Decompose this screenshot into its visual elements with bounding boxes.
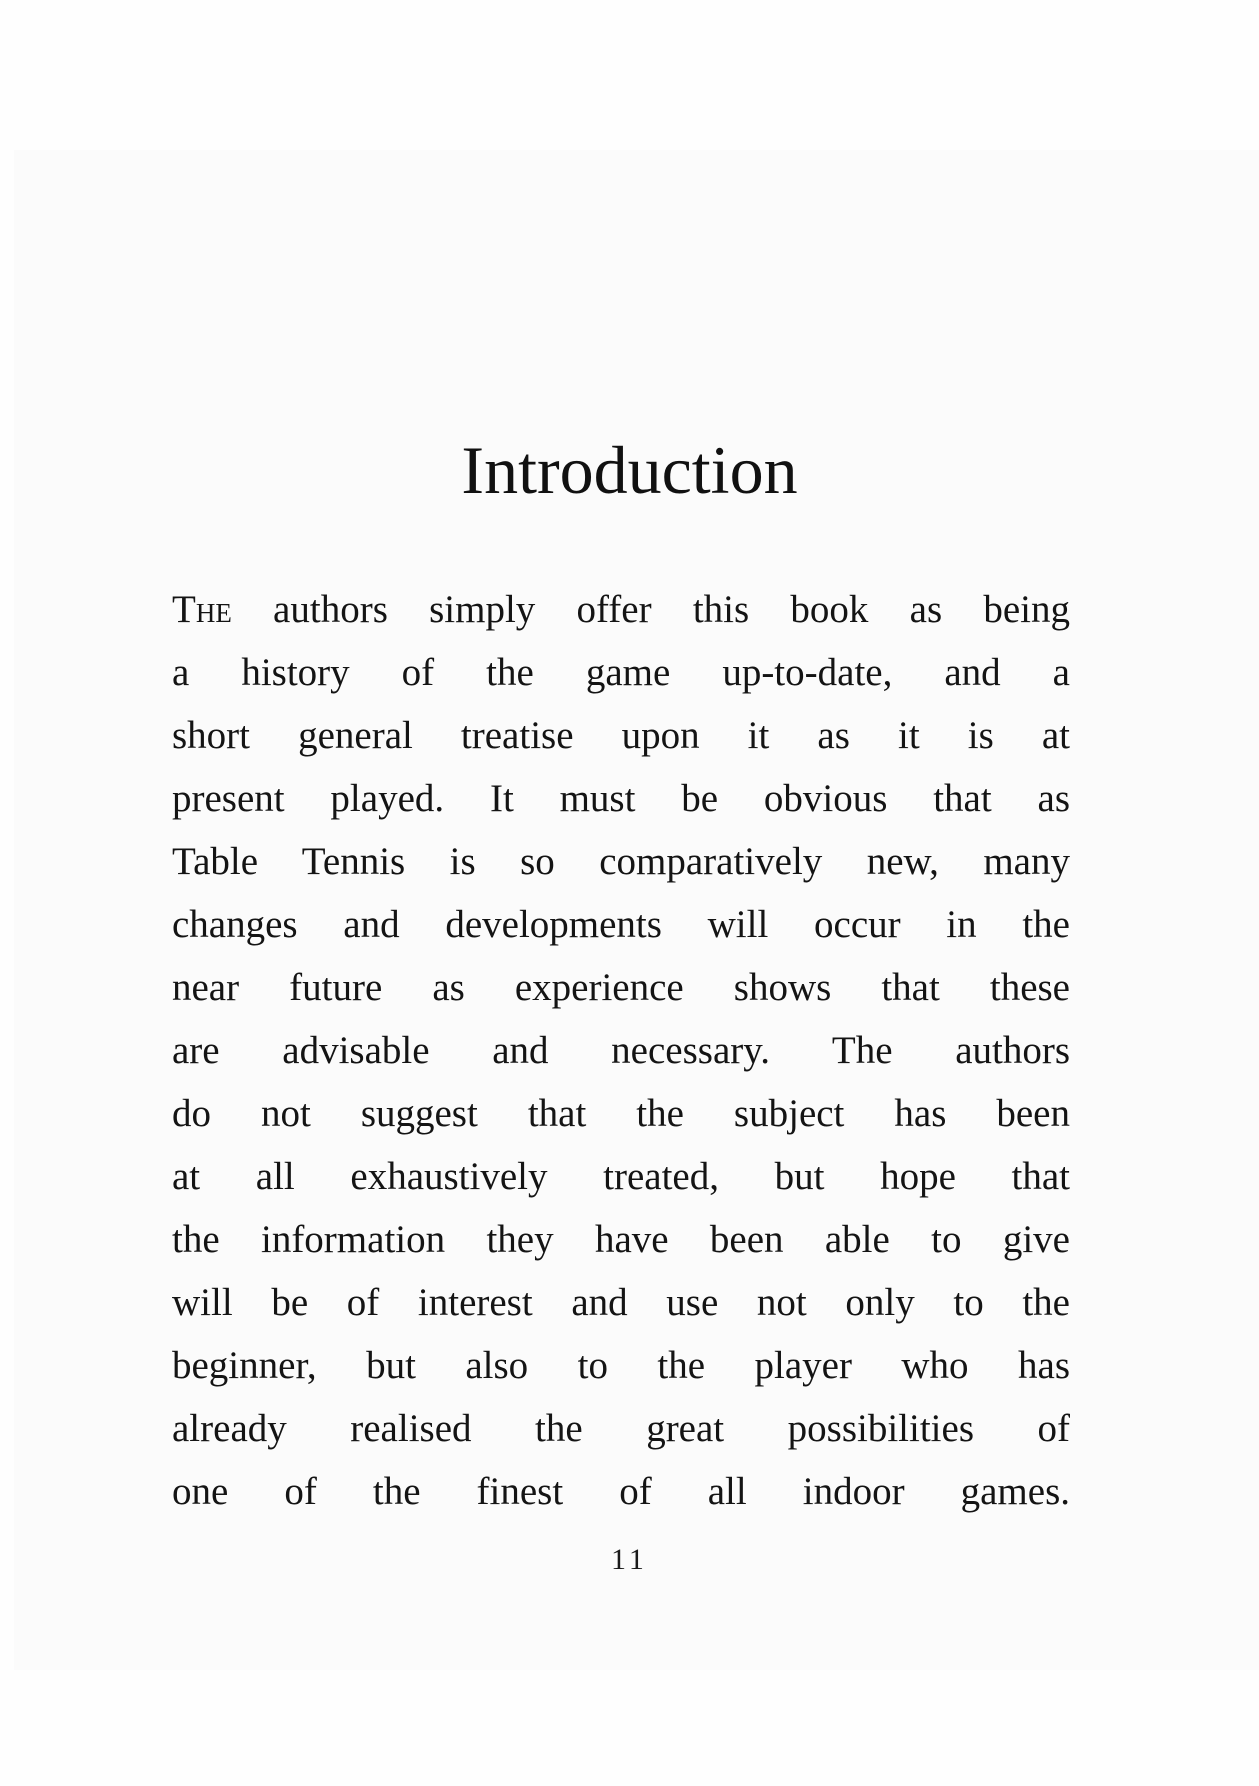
text-line-5: Table Tennis is so comparatively new, many <box>172 840 1070 883</box>
text-line-8: are advisable and necessary. The authors <box>172 1029 1070 1072</box>
text-line-4: present played. It must be obvious that as <box>172 777 1070 820</box>
first-word: The <box>172 588 232 631</box>
text-line-1 <box>172 578 1070 641</box>
text-line-14: already realised the great possibilities of <box>172 1407 1070 1450</box>
text-line-11: the information they have been able to give <box>172 1218 1070 1261</box>
page-number: 11 <box>611 1543 648 1576</box>
text-line-13: beginner, but also to the player who has <box>172 1344 1070 1387</box>
chapter-heading: Introduction <box>461 432 798 508</box>
text-line-7: near future as experience shows that these <box>172 966 1070 1009</box>
text-line-10: at all exhaustively treated, but hope that <box>172 1155 1070 1198</box>
text-line-1-rest: authors simply offer this book as being <box>231 588 1070 631</box>
introduction-paragraph <box>172 578 1070 1523</box>
text-line-2: a history of the game up-to-date, and a <box>172 651 1070 694</box>
text-line-15: one of the finest of all indoor games. <box>172 1470 1070 1513</box>
text-line-9: do not suggest that the subject has been <box>172 1092 1070 1135</box>
text-line-12: will be of interest and use not only to the <box>172 1281 1070 1324</box>
text-line-6: changes and developments will occur in the <box>172 903 1070 946</box>
text-line-3: short general treatise upon it as it is at <box>172 714 1070 757</box>
